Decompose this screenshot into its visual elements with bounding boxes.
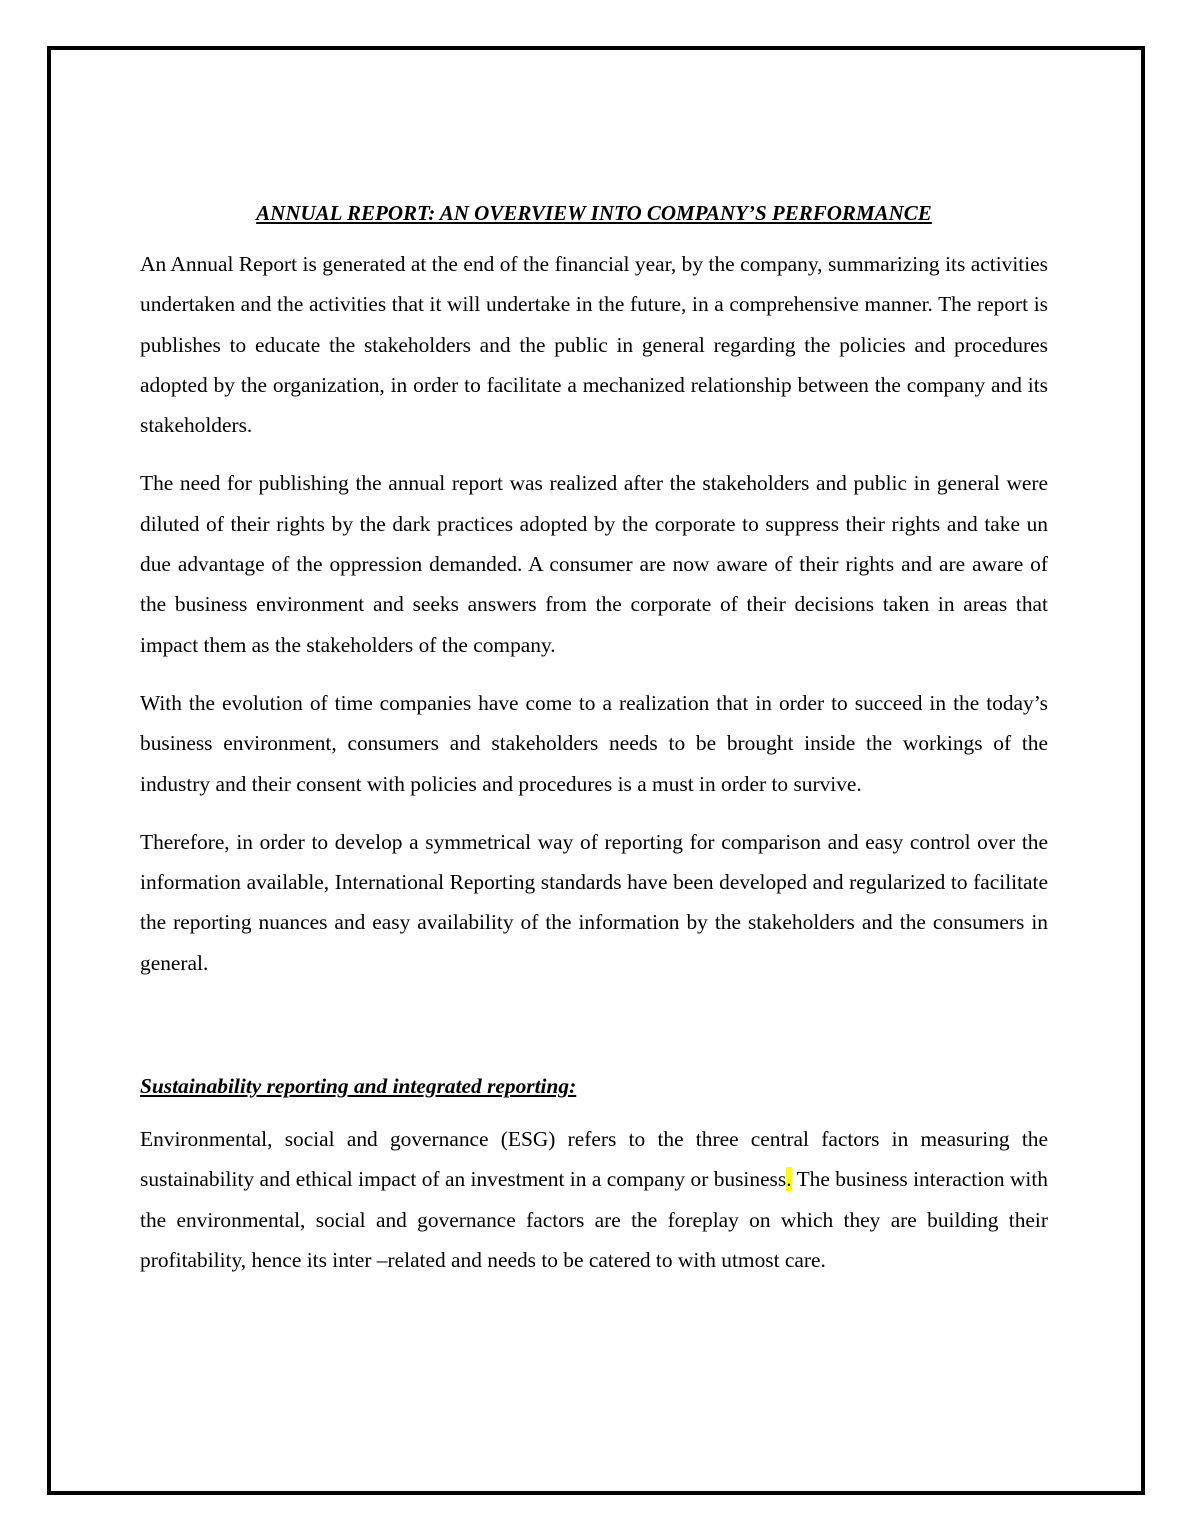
paragraph-annual-report-definition: An Annual Report is generated at the end of the financial year, by the company, summarizing its activities undertaken and the activities that it will undertake in the future, in a comprehensive manner. The report is publishes to educate the stakeholders and the public in general regarding the policies and procedures adopted by the organization, in order to facilitate a mechanized relationship between the company and its stakeholders. — [140, 252, 1048, 438]
section-heading-sustainability: Sustainability reporting and integrated reporting: — [140, 1074, 577, 1099]
document-title: ANNUAL REPORT: AN OVERVIEW INTO COMPANY’S PERFORMANCE — [256, 201, 932, 225]
document-body — [140, 198, 1048, 1298]
esg-text-part1: Environmental, social and governance (ESG) refers to the three central factors in measuring the sustainability and ethical impact of an investment in a company or business — [140, 1127, 1048, 1192]
paragraph-esg — [140, 1119, 1048, 1280]
paragraph-evolution-of-time: With the evolution of time companies have come to a realization that in order to succeed in the today’s business environment, consumers and stakeholders needs to be brought inside the workings of the industry and their consent with policies and procedures is a must in order to survive. — [140, 690, 1048, 796]
highlighted-period: . — [786, 1167, 792, 1192]
esg-text-part2: The business interaction with the environmental, social and governance factors are the foreplay on which they are building their profitability, hence its inter –related and needs to be catered to with utmost care. — [140, 1167, 1049, 1272]
paragraph-international-standards: Therefore, in order to develop a symmetrical way of reporting for comparison and easy control over the information available, International Reporting standards have been developed and regularized to facilitate the reporting nuances and easy availability of the information by the stakeholders and the consumers in general. — [140, 829, 1048, 975]
paragraph-need-for-publishing: The need for publishing the annual report was realized after the stakeholders and public in general were diluted of their rights by the dark practices adopted by the corporate to suppress their rights and take un due advantage of the oppression demanded. A consumer are now aware of their rights and are aware of the business environment and seeks answers from the corporate of their decisions taken in areas that impact them as the stakeholders of the company. — [140, 471, 1048, 657]
